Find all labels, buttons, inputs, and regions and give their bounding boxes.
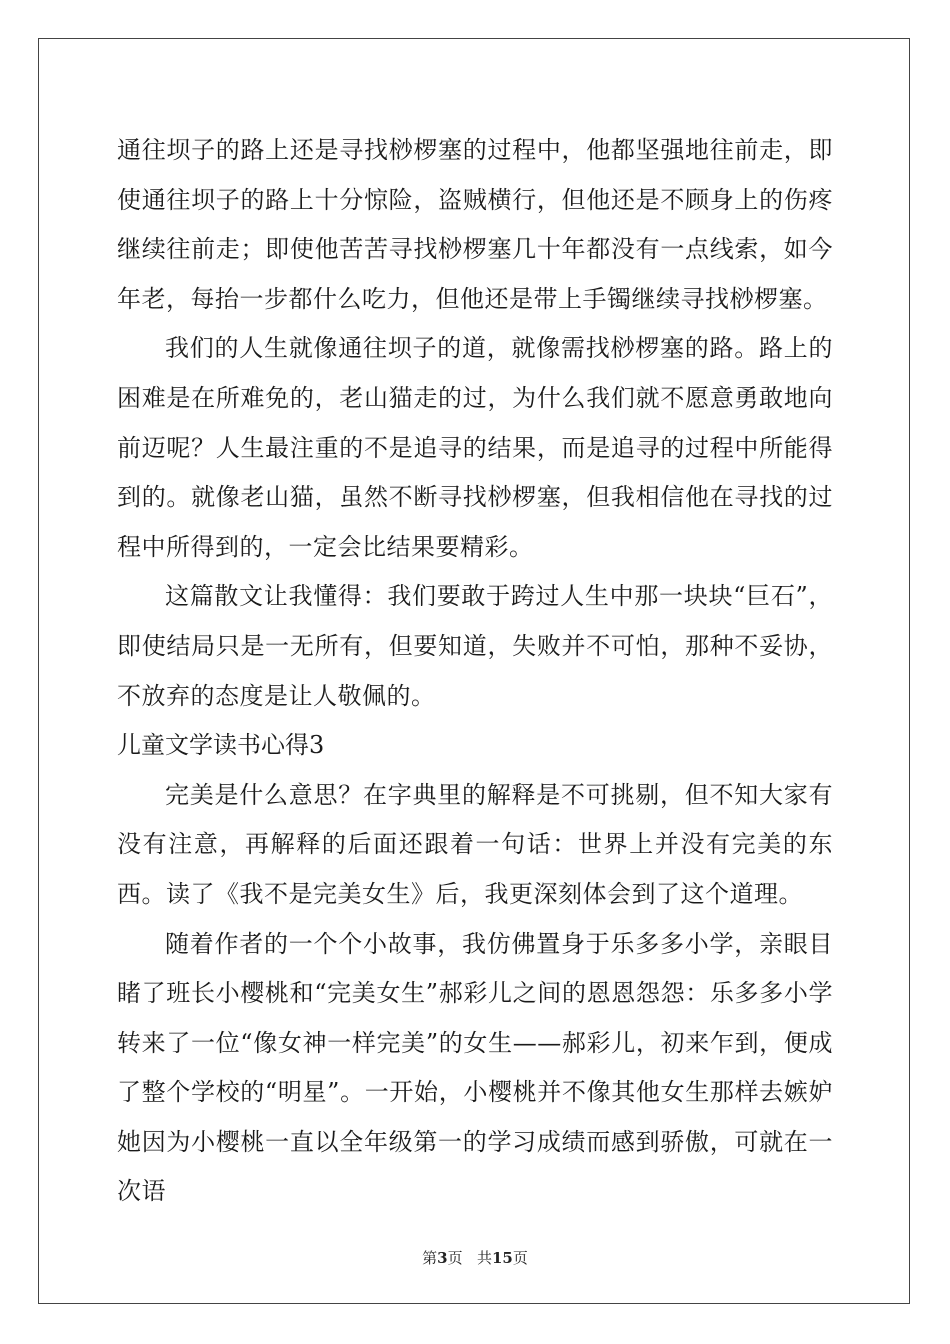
paragraph-continued: 通往坝子的路上还是寻找桫椤塞的过程中，他都坚强地往前走，即使通往坝子的路上十分惊险，盗贼横行，但他还是不顾身上的伤疼继续往前走；即使他苦苦寻找桫椤塞几十年都没有一点线索，如今年老，每抬一步都什么吃力，但他还是带上手镯继续寻找桫椤塞。 bbox=[117, 136, 833, 313]
page-footer bbox=[0, 1247, 950, 1268]
total-suffix: 页 bbox=[512, 1249, 528, 1267]
paragraph: 随着作者的一个个小故事，我仿佛置身于乐多多小学，亲眼目睹了班长小樱桃和“完美女生”郝彩儿之间的恩恩怨怨：乐多多小学转来了一位“像女神一样完美”的女生——郝彩儿，初来乍到，便成了整个学校的“明星”。一开始，小樱桃并不像其他女生那样去嫉妒她因为小樱桃一直以全年级第一的学习成绩而感到骄傲，可就在一次语 bbox=[117, 929, 833, 1206]
paragraph: 这篇散文让我懂得：我们要敢于跨过人生中那一块块“巨石”，即使结局只是一无所有，但要知道，失败并不可怕，那种不妥协，不放弃的态度是让人敬佩的。 bbox=[117, 582, 833, 710]
page-label-mid: 页 bbox=[447, 1249, 463, 1267]
paragraph: 我们的人生就像通往坝子的道，就像需找桫椤塞的路。路上的困难是在所难免的，老山猫走的过，为什么我们就不愿意勇敢地向前迈呢？人生最注重的不是追寻的结果，而是追寻的过程中所能得到的。就像老山猫，虽然不断寻找桫椤塞，但我相信他在寻找的过程中所得到的，一定会比结果要精彩。 bbox=[117, 334, 833, 561]
total-prefix: 共 bbox=[476, 1249, 492, 1267]
document-body bbox=[117, 126, 833, 1217]
paragraph: 完美是什么意思？在字典里的解释是不可挑剔，但不知大家有没有注意，再解释的后面还跟着一句话：世界上并没有完美的东西。读了《我不是完美女生》后，我更深刻体会到了这个道理。 bbox=[117, 780, 833, 908]
page-total: 15 bbox=[491, 1249, 513, 1267]
section-heading: 儿童文学读书心得3 bbox=[117, 731, 325, 760]
page-label-prefix: 第 bbox=[422, 1249, 438, 1267]
page-current: 3 bbox=[437, 1249, 448, 1267]
